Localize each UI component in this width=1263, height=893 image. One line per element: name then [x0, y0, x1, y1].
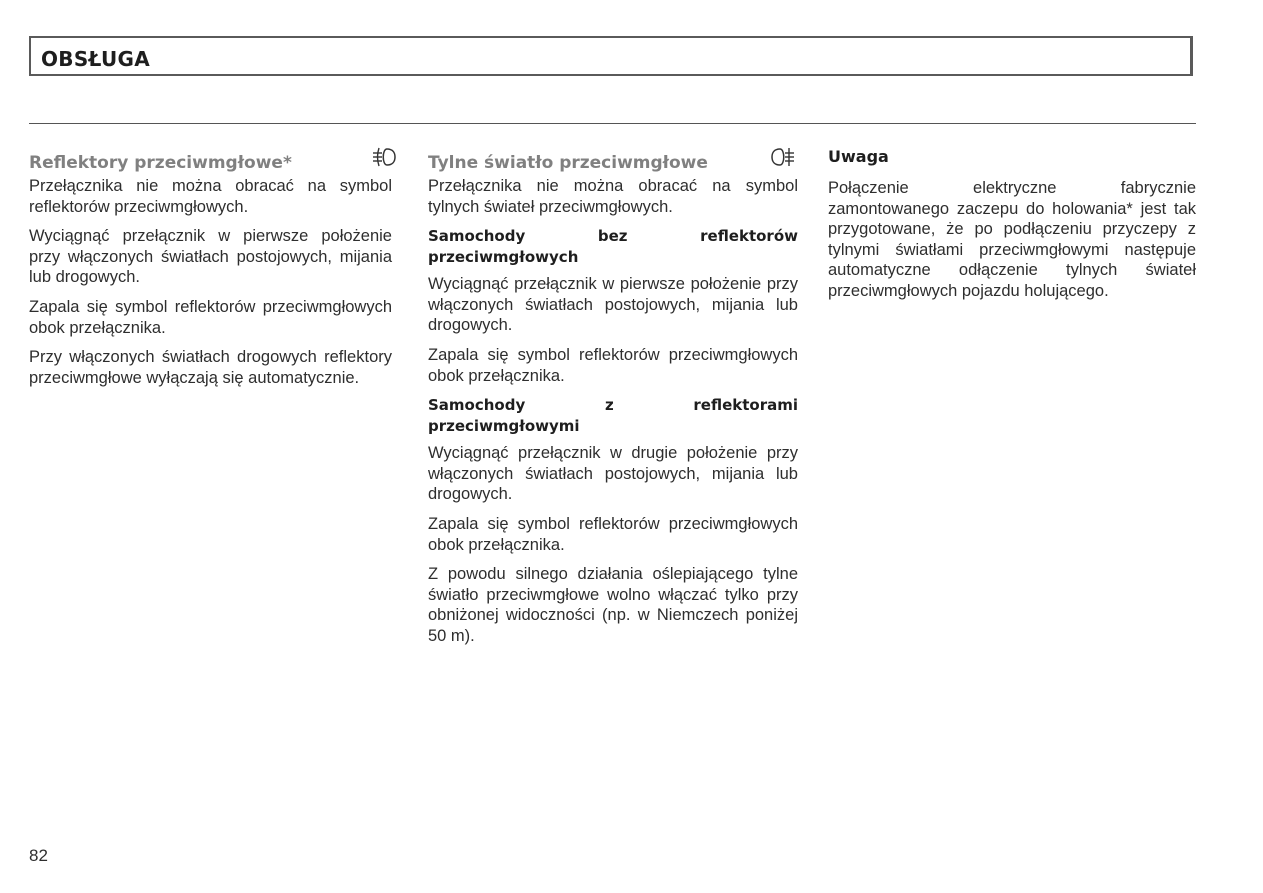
paragraph: Zapala się symbol reflektorów przeciwmgłowych obok przełącznika.: [428, 345, 798, 385]
front-fog-lights-title: [29, 152, 392, 174]
rear-fog-light-title-text: Tylne światło przeciwmgłowe: [428, 153, 708, 173]
column-note: [828, 146, 1196, 311]
paragraph: Wyciągnąć przełącznik w pierwsze położenie przy włączonych światłach postojowych, mijania lub drogowych.: [428, 275, 798, 335]
paragraph: Wyciągnąć przełącznik w drugie położenie przy włączonych światłach postojowych, mijania lub drogowych.: [428, 444, 798, 504]
paragraph: Wyciągnąć przełącznik w pierwsze położenie przy włączonych światłach postojowych, mijania lub drogowych.: [29, 227, 392, 287]
section-header-box: [29, 36, 1193, 76]
front-fog-light-icon: [371, 146, 397, 168]
column-rear-fog-light: [428, 146, 798, 656]
subsection-heading: Samochody z reflektorami przeciwmgłowymi: [428, 396, 798, 435]
paragraph: Przy włączonych światłach drogowych reflektory przeciwmgłowe wyłączają się automatycznie.: [29, 348, 392, 387]
horizontal-divider: [29, 123, 1196, 124]
paragraph: Zapala się symbol reflektorów przeciwmgłowych obok przełącznika.: [428, 514, 798, 554]
rear-fog-light-icon: [770, 146, 796, 168]
paragraph: Przełącznika nie można obracać na symbol tylnych świateł przeciwmgłowych.: [428, 177, 798, 216]
rear-fog-light-title: [428, 152, 798, 174]
paragraph: Przełącznika nie można obracać na symbol reflektorów przeciwmgłowych.: [29, 177, 392, 216]
section-header-title: OBSŁUGA: [41, 47, 151, 71]
subsection-heading: Samochody bez reflektorów przeciwmgłowych: [428, 227, 798, 266]
page-number: 82: [29, 846, 48, 865]
paragraph: Zapala się symbol reflektorów przeciwmgłowych obok przełącznika.: [29, 297, 392, 337]
note-title: Uwaga: [828, 147, 889, 166]
paragraph: Z powodu silnego działania oślepiającego tylne światło przeciwmgłowe wolno włączać tylko przy obniżonej widoczności (np. w Niemczech poniżej 50 m).: [428, 565, 798, 645]
column-front-fog-lights: [29, 146, 392, 397]
paragraph: Połączenie elektryczne fabrycznie zamontowanego zaczepu do holowania* jest tak przygotowane, że po podłączeniu przyczepy z tylnymi światłami przeciwmgłowymi następuje automatyczne odłączenie tylnych świateł przeciwmgłowych pojazdu holującego.: [828, 179, 1196, 300]
front-fog-lights-title-text: Reflektory przeciwmgłowe*: [29, 153, 292, 173]
